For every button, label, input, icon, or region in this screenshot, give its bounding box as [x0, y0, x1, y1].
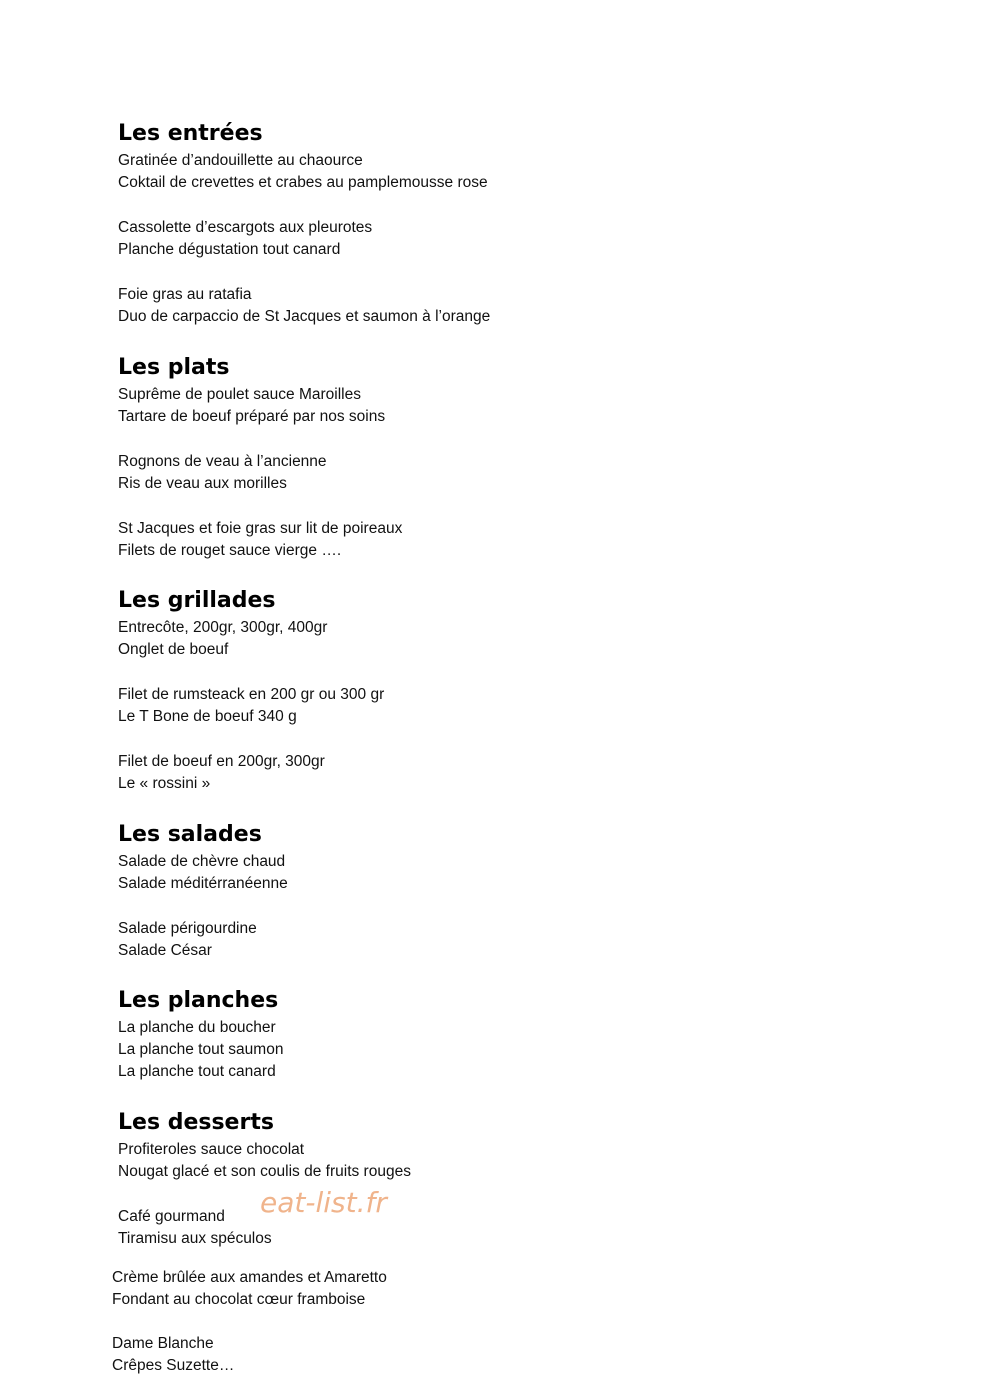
menu-item: Crêpes Suzette…	[112, 1357, 235, 1374]
section-title-entrees: Les entrées	[118, 121, 263, 146]
menu-item: St Jacques et foie gras sur lit de poireaux	[118, 520, 403, 537]
menu-item: Ris de veau aux morilles	[118, 475, 287, 492]
menu-item: Gratinée d’andouillette au chaource	[118, 152, 363, 169]
section-title-grillades: Les grillades	[118, 588, 276, 613]
menu-item: Salade périgourdine	[118, 920, 257, 937]
menu-item: Salade César	[118, 942, 212, 959]
menu-item: Dame Blanche	[112, 1335, 214, 1352]
menu-item: La planche du boucher	[118, 1019, 276, 1036]
menu-item: Duo de carpaccio de St Jacques et saumon à l’orange	[118, 308, 491, 325]
menu-item: Tartare de boeuf préparé par nos soins	[118, 408, 386, 425]
menu-item: Profiteroles sauce chocolat	[118, 1141, 305, 1158]
menu-item: Rognons de veau à l’ancienne	[118, 453, 327, 470]
menu-item: Onglet de boeuf	[118, 641, 229, 658]
menu-item: Tiramisu aux spéculos	[118, 1230, 272, 1247]
menu-item: Fondant au chocolat cœur framboise	[112, 1291, 366, 1308]
menu-item: Coktail de crevettes et crabes au pamplemousse rose	[118, 174, 488, 191]
section-title-plats: Les plats	[118, 355, 230, 380]
menu-item: Salade méditérranéenne	[118, 875, 288, 892]
menu-item: La planche tout canard	[118, 1063, 276, 1080]
menu-item: Crème brûlée aux amandes et Amaretto	[112, 1269, 387, 1286]
menu-item: Café gourmand	[118, 1208, 225, 1225]
menu-item: Planche dégustation tout canard	[118, 241, 341, 258]
section-title-desserts: Les desserts	[118, 1110, 274, 1135]
menu-item: Le « rossini »	[118, 775, 211, 792]
menu-item: La planche tout saumon	[118, 1041, 284, 1058]
section-title-salades: Les salades	[118, 822, 262, 847]
menu-item: Salade de chèvre chaud	[118, 853, 286, 870]
menu-item: Entrecôte, 200gr, 300gr, 400gr	[118, 619, 328, 636]
menu-item: Filets de rouget sauce vierge ….	[118, 542, 342, 559]
menu-item: Foie gras au ratafia	[118, 286, 252, 303]
menu-item: Le T Bone de boeuf 340 g	[118, 708, 297, 725]
section-title-planches: Les planches	[118, 988, 279, 1013]
menu-item: Cassolette d’escargots aux pleurotes	[118, 219, 373, 236]
menu-item: Filet de boeuf en 200gr, 300gr	[118, 753, 325, 770]
menu-item: Nougat glacé et son coulis de fruits rouges	[118, 1163, 411, 1180]
watermark: eat-list.fr	[260, 1186, 387, 1219]
menu-item: Filet de rumsteack en 200 gr ou 300 gr	[118, 686, 385, 703]
menu-item: Suprême de poulet sauce Maroilles	[118, 386, 361, 403]
